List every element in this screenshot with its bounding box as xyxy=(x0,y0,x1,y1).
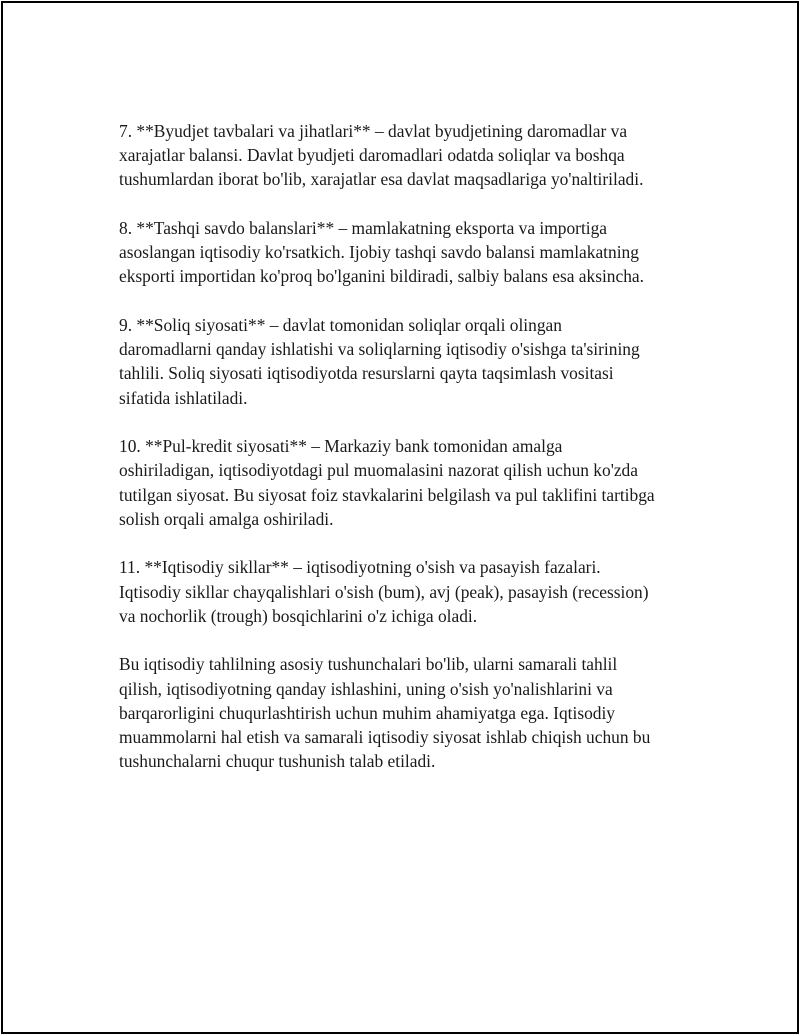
text-line: va nochorlik (trough) bosqichlarini o'z ichiga oladi. xyxy=(119,605,478,626)
text-line: 10. **Pul-kredit siyosati** – Markaziy bank tomonidan amalga xyxy=(119,436,563,457)
paragraph-conclusion xyxy=(119,652,699,773)
text-line: oshiriladigan, iqtisodiyotdagi pul muomalasini nazorat qilish uchun ko'zda xyxy=(119,460,638,481)
document-body xyxy=(119,119,699,798)
text-line: Iqtisodiy sikllar chayqalishlari o'sish (bum), avj (peak), pasayish (recession) xyxy=(119,581,649,602)
text-line: 9. **Soliq siyosati** – davlat tomonidan soliqlar orqali olingan xyxy=(119,315,562,335)
text-line: tahlili. Soliq siyosati iqtisodiyotda resurslarni qayta taqsimlash vositasi xyxy=(119,363,614,384)
text-line: Bu iqtisodiy tahlilning asosiy tushunchalari bo'lib, ularni samarali tahlil xyxy=(119,654,618,675)
paragraph-economic-cycles xyxy=(119,555,699,628)
text-line: tushumlardan iborat bo'lib, xarajatlar esa davlat maqsadlariga yo'naltiriladi. xyxy=(119,169,644,190)
text-line: 11. **Iqtisodiy sikllar** – iqtisodiyotning o'sish va pasayish fazalari. xyxy=(119,557,601,578)
paragraph-tax-policy xyxy=(119,313,699,410)
document-page xyxy=(1,1,799,1034)
text-line: solish orqali amalga oshiriladi. xyxy=(119,508,334,529)
text-line: tushunchalarni chuqur tushunish talab etiladi. xyxy=(119,751,436,772)
paragraph-budget xyxy=(119,119,699,192)
text-line: muammolarni hal etish va samarali iqtisodiy siyosat ishlab chiqish uchun bu xyxy=(119,727,651,748)
text-line: tutilgan siyosat. Bu siyosat foiz stavkalarini belgilash va pul taklifini tartibga xyxy=(119,484,655,505)
text-line: qilish, iqtisodiyotning qanday ishlashini, uning o'sish yo'nalishlarini va xyxy=(119,678,613,699)
text-line: sifatida ishlatiladi. xyxy=(119,387,248,408)
paragraph-monetary-policy xyxy=(119,434,699,531)
text-line: 7. **Byudjet tavbalari va jihatlari** – davlat byudjetining daromadlar va xyxy=(119,121,628,141)
text-line: xarajatlar balansi. Davlat byudjeti daromadlari odatda soliqlar va boshqa xyxy=(119,145,625,166)
paragraph-trade-balance xyxy=(119,216,699,289)
text-line: asoslangan iqtisodiy ko'rsatkich. Ijobiy tashqi savdo balansi mamlakatning xyxy=(119,242,639,263)
text-line: barqarorligini chuqurlashtirish uchun muhim ahamiyatga ega. Iqtisodiy xyxy=(119,702,615,723)
text-line: daromadlarni qanday ishlatishi va soliqlarning iqtisodiy o'sishga ta'sirining xyxy=(119,339,640,360)
text-line: eksporti importidan ko'proq bo'lganini bildiradi, salbiy balans esa aksincha. xyxy=(119,266,644,287)
text-line: 8. **Tashqi savdo balanslari** – mamlakatning eksporta va importiga xyxy=(119,218,608,238)
